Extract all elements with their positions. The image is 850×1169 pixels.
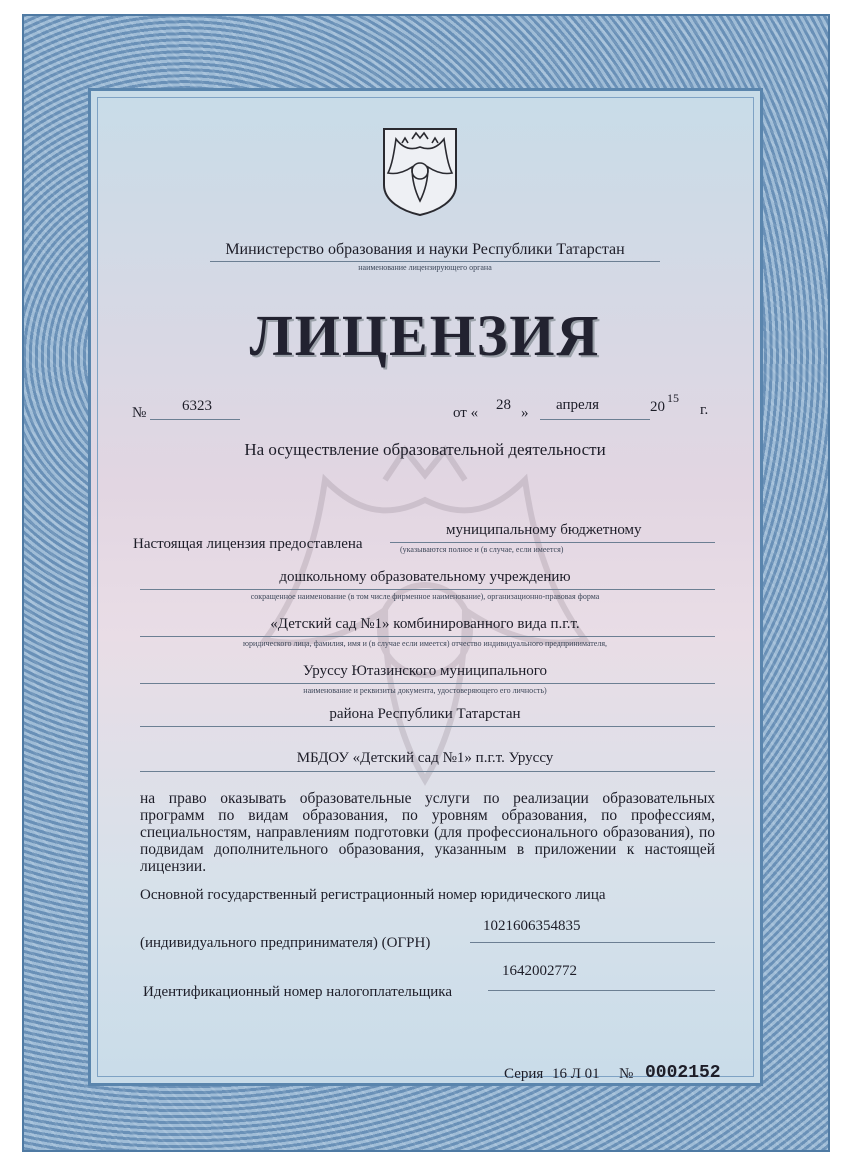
number-underline	[150, 419, 240, 420]
date-year-suffix: 15	[667, 391, 679, 405]
inn-underline	[488, 990, 715, 991]
series-number-prefix: №	[619, 1066, 634, 1082]
licensee-line-1: муниципальному бюджетному	[446, 522, 642, 538]
licensee-caption-4: наименование и реквизиты документа, удостоверяющего его личность)	[303, 686, 547, 695]
date-month: апреля	[556, 397, 600, 413]
licensee-underline-3	[140, 636, 715, 637]
ogrn-label-line-2: (индивидуального предпринимателя) (ОГРН)	[140, 935, 431, 951]
licensee-underline-4	[140, 683, 715, 684]
issuer-name: Министерство образования и науки Республики Татарстан	[225, 241, 625, 258]
licensee-short-name: МБДОУ «Детский сад №1» п.г.т. Уруссу	[296, 750, 554, 766]
date-year-unit: г.	[700, 402, 709, 418]
date-from-label: от «	[453, 405, 479, 421]
license-scope-text: на право оказывать образовательные услуги по реализации образовательных программ по видам образования, по уровням образования, по профессиям, специальностям, направлениям подготовки (для профессионального образования), по подвидам дополнительного образования, указанным в приложении к настоящей лицензии.	[140, 790, 715, 875]
license-number: 6323	[182, 398, 212, 414]
licensee-line-2: дошкольному образовательному учреждению	[279, 569, 571, 585]
licensee-underline-6	[140, 771, 715, 772]
licensee-line-4: Уруссу Ютазинского муниципального	[302, 663, 548, 679]
licensee-caption-3: юридического лица, фамилия, имя и (в случае если имеется) отчество индивидуального предпринимателя,	[242, 639, 608, 648]
licensee-underline-5	[140, 726, 715, 727]
licensee-underline-2	[140, 589, 715, 590]
month-underline	[540, 419, 650, 420]
ogrn-underline	[470, 942, 715, 943]
ogrn-value: 1021606354835	[483, 918, 581, 934]
coat-of-arms-icon	[380, 125, 460, 217]
series-code: 16 Л 01	[552, 1066, 600, 1082]
inn-label: Идентификационный номер налогоплательщика	[143, 984, 453, 1000]
licensee-line-3: «Детский сад №1» комбинированного вида п.г.т.	[270, 616, 580, 632]
document-title: ЛИЦЕНЗИЯ	[249, 303, 601, 368]
licensee-label: Настоящая лицензия предоставлена	[133, 536, 363, 552]
licensee-line-5: района Республики Татарстан	[329, 706, 521, 722]
licensee-underline-1	[390, 542, 715, 543]
licensee-caption-1: (указываются полное и (в случае, если имеется)	[400, 545, 564, 554]
license-purpose: На осуществление образовательной деятельности	[244, 440, 606, 459]
date-day-close: »	[521, 405, 529, 421]
series-label: Серия	[504, 1066, 544, 1082]
date-day: 28	[496, 397, 511, 413]
date-year-prefix: 20	[650, 399, 665, 415]
issuer-underline	[210, 261, 660, 262]
inn-value: 1642002772	[502, 963, 577, 979]
ogrn-label-line-1: Основной государственный регистрационный номер юридического лица	[140, 887, 606, 903]
number-prefix: №	[132, 405, 147, 421]
licensee-caption-2: сокращенное наименование (в том числе фирменное наименование), организационно-правовая форма	[250, 592, 600, 601]
issuer-caption: наименование лицензирующего органа	[358, 263, 492, 272]
series-number: 0002152	[645, 1063, 721, 1083]
